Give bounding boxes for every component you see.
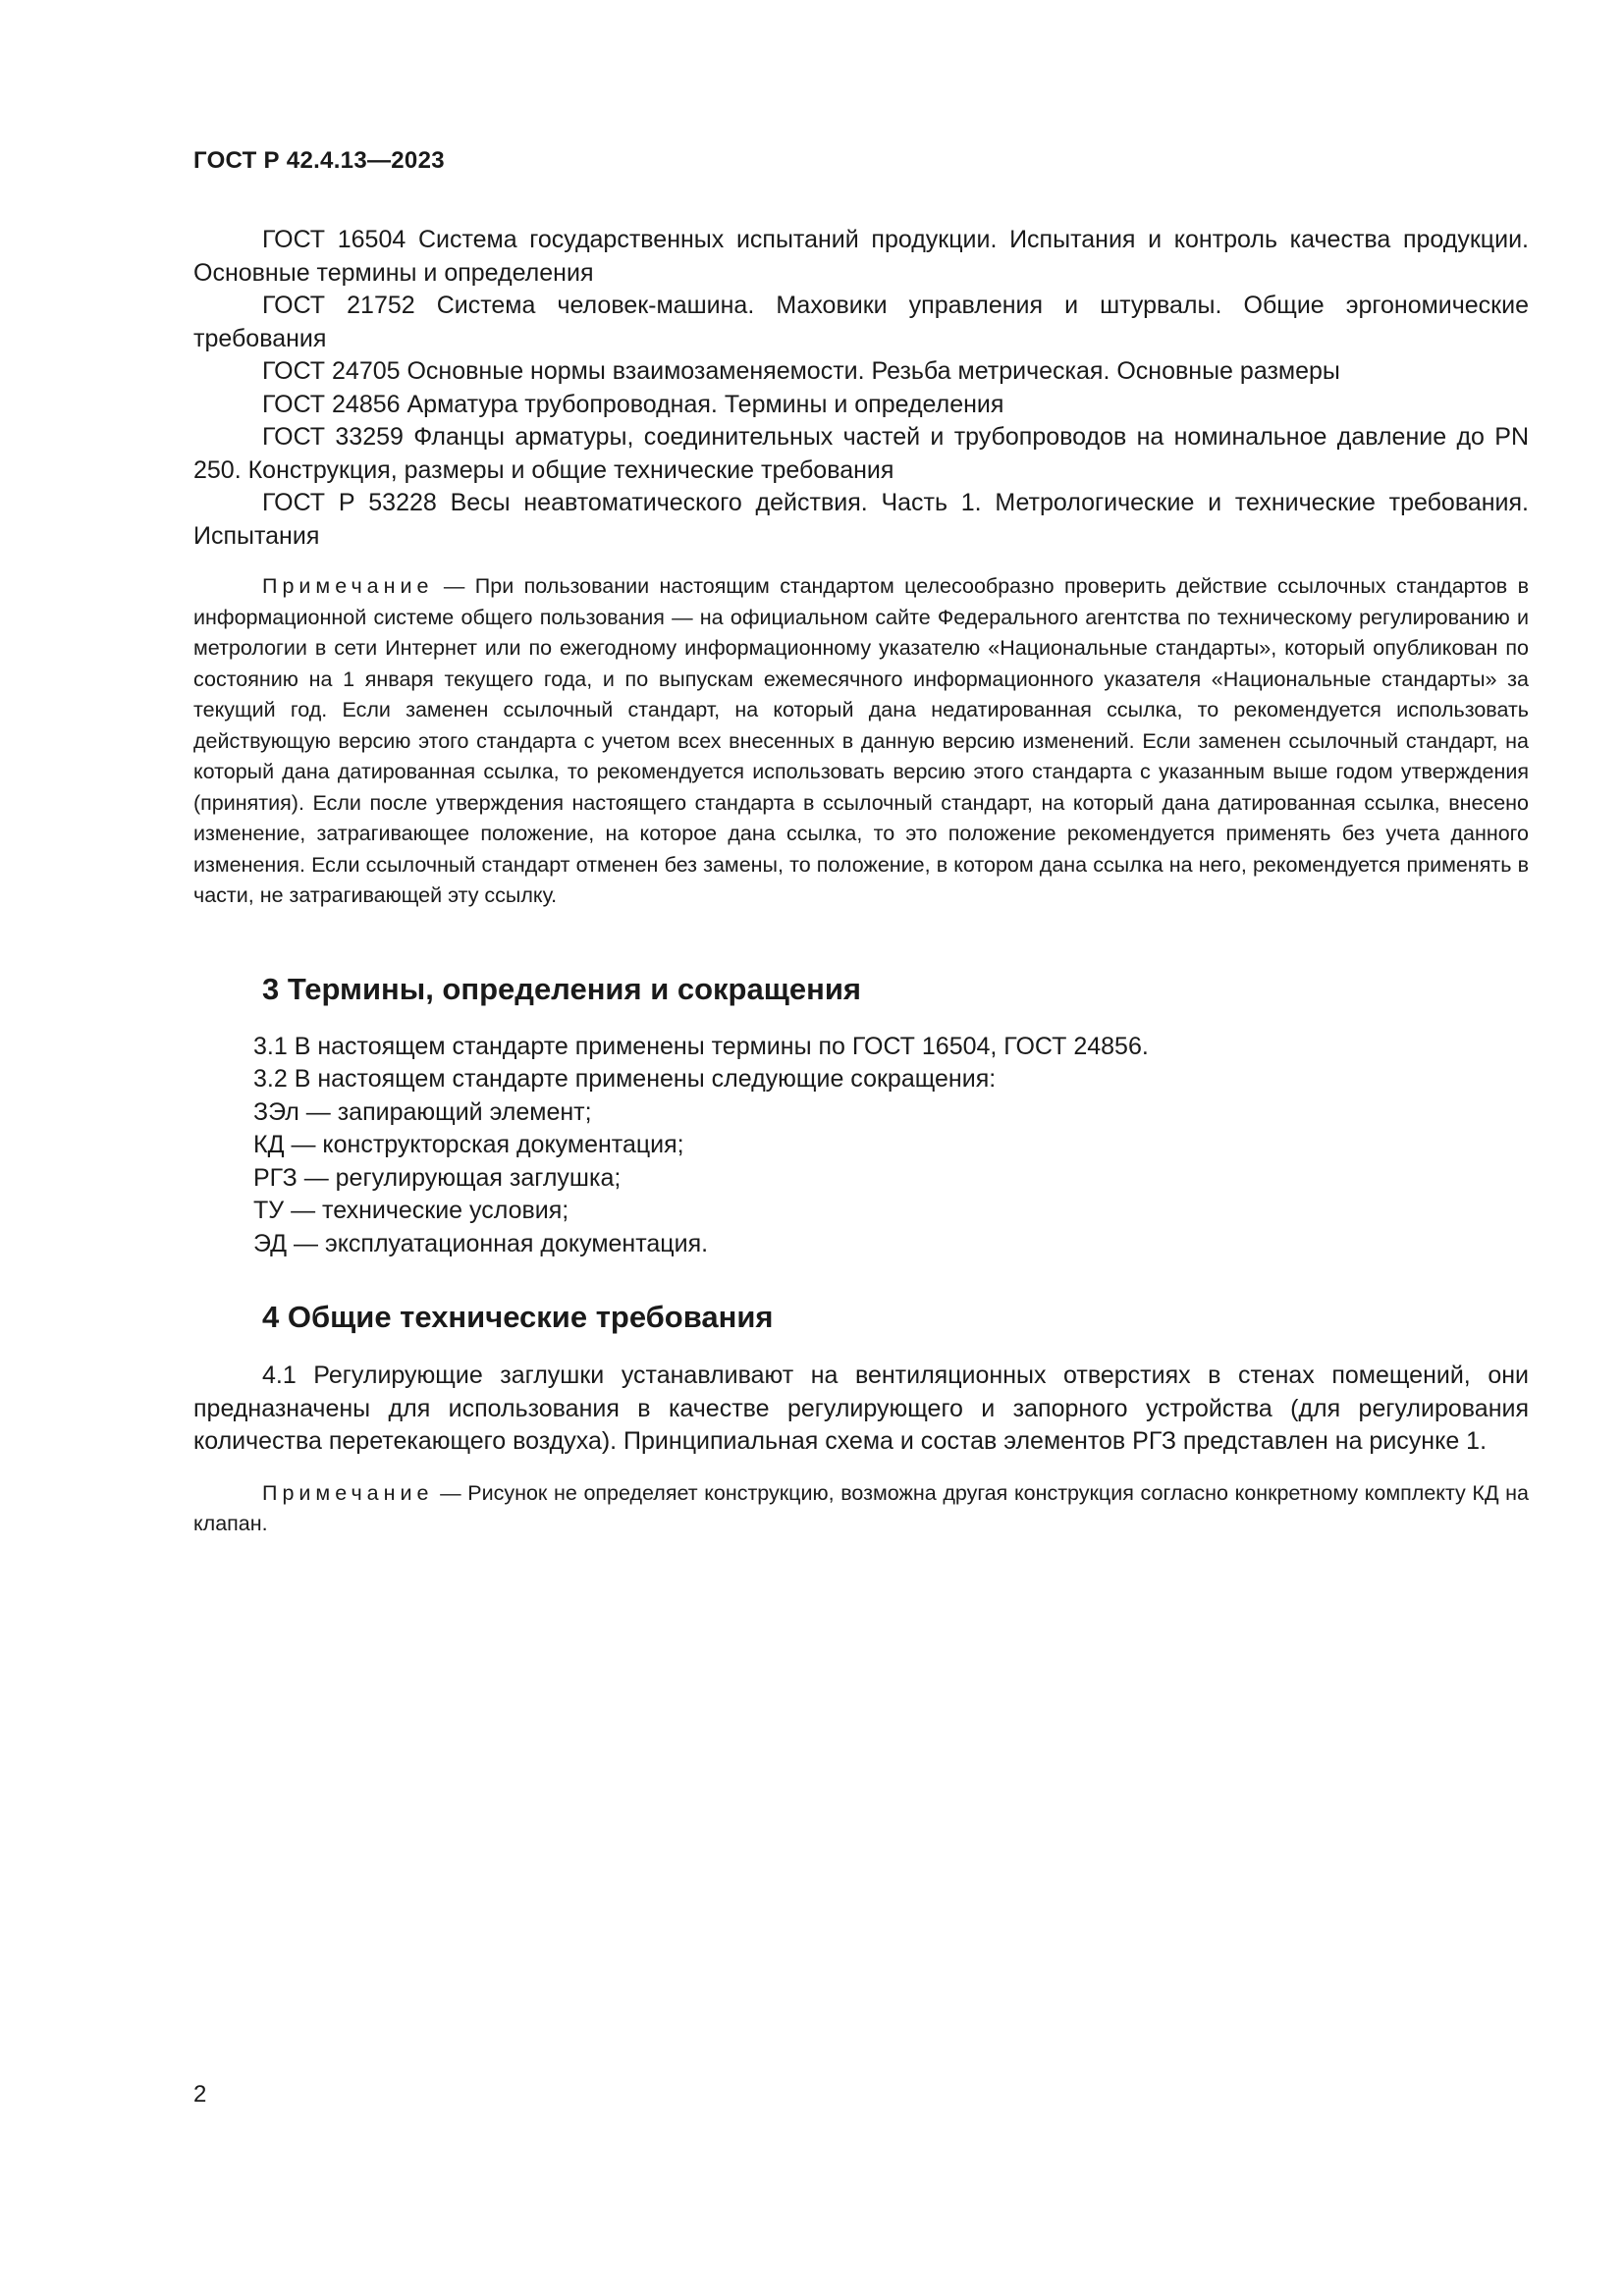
abbreviation-item: ЭД — эксплуатационная документация. bbox=[253, 1229, 709, 1257]
references-list bbox=[193, 224, 1529, 553]
section-3-line: 3.1 В настоящем стандарте применены термины по ГОСТ 16504, ГОСТ 24856. bbox=[253, 1032, 1149, 1060]
abbreviation-item: РГЗ — регулирующая заглушка; bbox=[253, 1163, 622, 1192]
reference-item: ГОСТ 24705 Основные нормы взаимозаменяемости. Резьба метрическая. Основные размеры bbox=[262, 357, 1340, 385]
page-number: 2 bbox=[193, 2081, 207, 2108]
document-header: ГОСТ Р 42.4.13—2023 bbox=[193, 147, 445, 174]
section-3-line: 3.2 В настоящем стандарте применены следующие сокращения: bbox=[253, 1065, 997, 1093]
note-text: — При пользовании настоящим стандартом целесообразно проверить действие ссылочных стандартов в информационной системе общего пользования — на официальном сайте Федерального агентства по техническому регулированию и метрологии в сети Интернет или по ежегодному информационному указателю «Национальные стандарты», который опубликован по состоянию на 1 января текущего года, и по выпускам ежемесячного информационного указателя «Национальные стандарты» за текущий год. Если заменен ссылочный стандарт, на который дана недатированная ссылка, то рекомендуется использовать действующую версию этого стандарта с учетом всех внесенных в данную версию изменений. Если заменен ссылочный стандарт, на который дана датированная ссылка, то рекомендуется использовать версию этого стандарта с указанным выше годом утверждения (принятия). Если после утверждения настоящего стандарта в ссылочный стандарт, на который дана датированная ссылка, внесено изменение, затрагивающее положение, на которое дана ссылка, то это положение рекомендуется применять без учета данного изменения. Если ссылочный стандарт отменен без замены, то положение, в котором дана ссылка на него, рекомендуется применять в части, не затрагивающей эту ссылку. bbox=[193, 574, 1529, 907]
note-label: Примечание bbox=[262, 1480, 434, 1505]
section-4-body bbox=[193, 1360, 1529, 1540]
reference-item: ГОСТ 24856 Арматура трубопроводная. Термины и определения bbox=[262, 390, 1004, 418]
section-3-title: 3 Термины, определения и сокращения bbox=[262, 971, 861, 1006]
section-3-body bbox=[193, 1031, 1529, 1261]
reference-item: ГОСТ 16504 Система государственных испытаний продукции. Испытания и контроль качества продукции. Основные термины и определения bbox=[193, 226, 1529, 287]
reference-item: ГОСТ Р 53228 Весы неавтоматического действия. Часть 1. Метрологические и технические требования. Испытания bbox=[193, 489, 1529, 550]
reference-item: ГОСТ 21752 Система человек-машина. Маховики управления и штурвалы. Общие эргономические требования bbox=[193, 292, 1529, 352]
section-4-paragraph: 4.1 Регулирующие заглушки устанавливают на вентиляционных отверстиях в стенах помещений, они предназначены для использования в качестве регулирующего и запорного устройства (для регулирования количества перетекающего воздуха). Принципиальная схема и состав элементов РГЗ представлен на рисунке 1. bbox=[193, 1362, 1529, 1455]
abbreviation-item: КД — конструкторская документация; bbox=[253, 1131, 684, 1158]
reference-item: ГОСТ 33259 Фланцы арматуры, соединительных частей и трубопроводов на номинальное давление до PN 250. Конструкция, размеры и общие технические требования bbox=[193, 423, 1529, 484]
abbreviation-item: ТУ — технические условия; bbox=[253, 1197, 569, 1224]
section-4-title: 4 Общие технические требования bbox=[262, 1300, 774, 1334]
document-body bbox=[193, 224, 1529, 1540]
note-figure bbox=[193, 1478, 1529, 1540]
note-text: — Рисунок не определяет конструкцию, возможна другая конструкция согласно конкретному комплекту КД на клапан. bbox=[193, 1480, 1529, 1535]
abbreviation-item: ЗЭл — запирающий элемент; bbox=[253, 1097, 592, 1126]
note-references bbox=[193, 571, 1529, 912]
note-label: Примечание bbox=[262, 574, 434, 598]
